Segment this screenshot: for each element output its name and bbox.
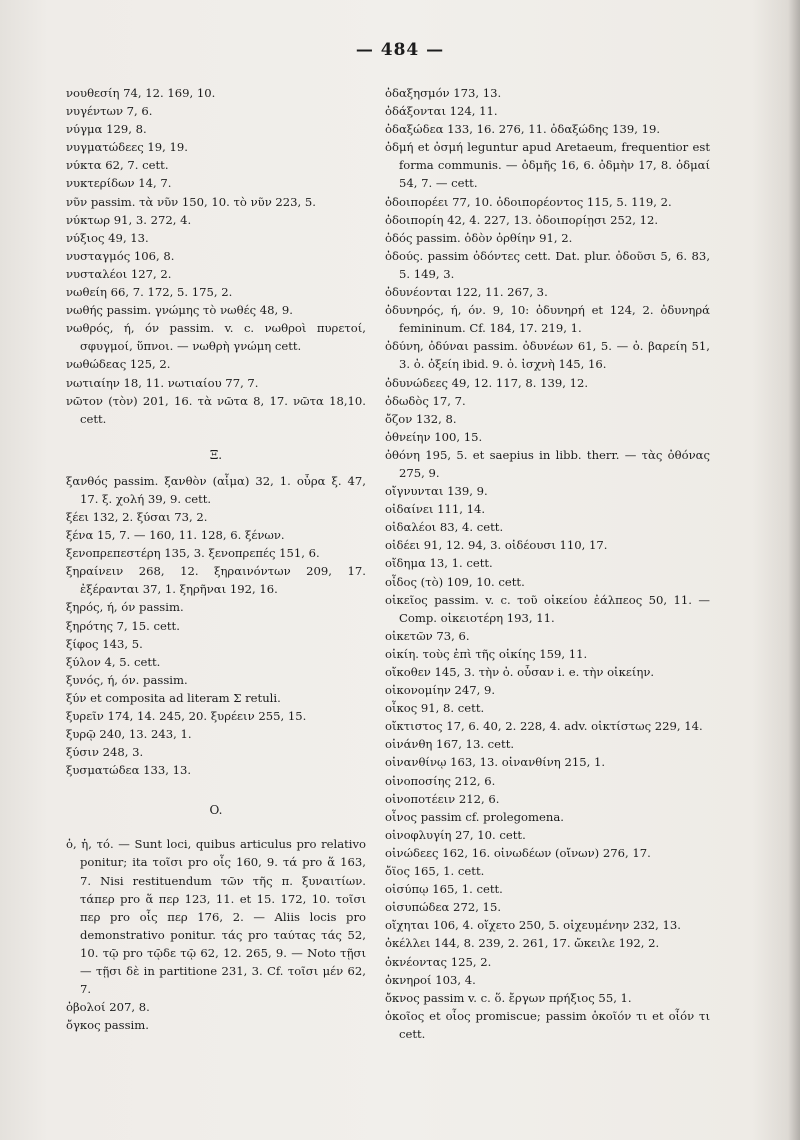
index-entry: νυσταλέοι 127, 2. [66,266,172,281]
index-entry: ξύλον 4, 5. cett. [66,654,161,669]
index-entry: ξύν et composita ad literam Σ retuli. [66,690,281,705]
index-entry: νωθείη 66, 7. 172, 5. 175, 2. [66,285,233,300]
index-entry: νωθής passim. γνώμης τὸ νωθές 48, 9. [66,303,293,318]
index-entry: ὀκέλλει 144, 8. 239, 2. 261, 17. ὤκειλε 192, 2. [385,936,660,951]
index-entry: νωθρός, ή, όν passim. v. c. νωθροὶ πυρετοί, σφυγμοί, ὕπνοι. — νωθρὴ γνώμη cett. [66,321,366,354]
index-entry: οἰσυπώδεα 272, 15. [385,900,501,915]
index-entry: οἴγνυνται 139, 9. [385,484,488,499]
index-entry: ξανθός passim. ξανθὸν (αἷμα) 32, 1. οὖρα ξ. 47, 17. ξ. χολή 39, 9. cett. [66,473,366,506]
index-entry: οἰνώδεες 162, 16. οἰνωδέων (οἴνων) 276, 17. [385,845,651,860]
index-entry: ὀδαξώδεα 133, 16. 276, 11. ὀδαξώδης 139, 19. [385,122,661,137]
index-entry: οἶκος 91, 8. cett. [385,701,485,716]
index-entry: οἶνος passim cf. prolegomena. [385,809,564,824]
index-entry: ξυρῷ 240, 13. 243, 1. [66,727,192,742]
index-entry: ὀδάξονται 124, 11. [385,104,498,119]
index-entry: ὁδός passim. ὁδὸν ὀρθίην 91, 2. [385,230,573,245]
left-column [66,84,366,1034]
index-entry: οἰνοποσίης 212, 6. [385,773,496,788]
index-entry: νωθώδεας 125, 2. [66,357,171,372]
index-entry: οἰδέει 91, 12. 94, 3. οἰδέουσι 110, 17. [385,538,608,553]
index-entry: ὁκοῖος et οἷος promiscue; passim ὁκοῖόν τι et οἷόν τι cett. [385,1008,710,1041]
index-entry: νύκτωρ 91, 3. 272, 4. [66,212,192,227]
index-entry: ξίφος 143, 5. [66,636,143,651]
index-entry: ὀδούς. passim ὀδόντες cett. Dat. plur. ὀδοῦσι 5, 6. 83, 5. 149, 3. [385,248,710,281]
index-entry: οἰκεῖος passim. v. c. τοῦ οἰκείου ἐάλπεος 50, 11. — Comp. οἰκειοτέρη 193, 11. [385,592,710,625]
index-entry: ὀδωδὸς 17, 7. [385,393,466,408]
index-entry: ὀδαξησμόν 173, 13. [385,86,502,100]
index-entry: νῶτον (τὸν) 201, 16. τὰ νῶτα 8, 17. νῶτα 18,10. cett. [66,393,366,426]
index-entry: ξυρεῖν 174, 14. 245, 20. ξυρέειν 255, 15. [66,709,307,723]
index-entry: νυκτερίδων 14, 7. [66,176,172,191]
index-entries-xi [66,472,366,780]
index-entry: ὁ, ἡ, τό. — Sunt loci, quibus articulus pro relativo ponitur; ita τοῖσι pro οἷς 160, 9. τά pro ἅ 163, 7. Nisi restituendum τῶν τῆς π. ξυναιτίων. τάπερ pro ἅ περ 123, 11. et 15. 172, 10. τοῖσι περ pro οἷς περ 176, 2. — Aliis locis pro demonstrativo ponitur. τάς pro ταύτας τάς 52, 10. τῷ pro τῷδε τῷ 62, 12. 265, 9. — Noto τῇσι — τῇσι δὲ in partitione 231, 3. Cf. τοῖσι μέν 62, 7. [66,837,366,997]
index-entry: ὀκνηροί 103, 4. [385,972,476,987]
index-entry: οἰσύπῳ 165, 1. cett. [385,882,503,897]
index-entry: ὀβολοί 207, 8. [66,1000,150,1015]
index-entry: ξενοπρεπεστέρη 135, 3. ξενοπρεπές 151, 6. [66,546,320,561]
index-entries-omicron-cont [385,84,710,1043]
index-entry: ὀδμή et ὀσμή leguntur apud Aretaeum, frequentior est forma communis. — ὀδμῆς 16, 6. ὀδμὴν 17, 8. ὀδμαί 54, 7. — cett. [385,140,710,191]
index-entry: οἴδημα 13, 1. cett. [385,556,493,571]
index-entry: ξυνός, ή, όν. passim. [66,672,188,687]
index-entry: οἰκίη. τοὺς ἐπὶ τῆς οἰκίης 159, 11. [385,646,588,661]
index-entry: οἰδαλέοι 83, 4. cett. [385,520,504,535]
index-entry: νυγματώδεες 19, 19. [66,140,188,155]
page-edge-shadow [788,0,800,1140]
index-entry: νυσταγμός 106, 8. [66,248,175,263]
index-entry: ὄκνος passim v. c. ὅ. ἔργων πρήξιος 55, 1. [385,990,632,1005]
index-entry: ξηραίνειν 268, 12. ξηραινόντων 209, 17. ἐξέρανται 37, 1. ξηρῆναι 192, 16. [66,564,366,597]
index-entry: ὄγκος passim. [66,1018,149,1033]
index-entry: νύξιος 49, 13. [66,230,149,245]
index-entry: ὀδοιπορίη 42, 4. 227, 13. ὀδοιπορίῃσι 252, 12. [385,212,659,227]
index-entry: οἴχηται 106, 4. οἴχετο 250, 5. οἰχευμένην 232, 13. [385,918,681,933]
index-entry: ὀθόνη 195, 5. et saepius in libb. therr. — τὰς ὀθόνας 275, 9. [385,447,710,480]
index-entry: οἴκοθεν 145, 3. τὴν ὀ. οὖσαν i. e. τὴν οἰκείην. [385,665,655,679]
index-entry: οἶδος (τὸ) 109, 10. cett. [385,574,525,589]
index-entry: ὀκνέοντας 125, 2. [385,954,492,969]
index-entry: ξέει 132, 2. ξύσαι 73, 2. [66,509,208,524]
index-entry: ὀθνείην 100, 15. [385,429,483,444]
index-entry: οἰκετῶν 73, 6. [385,628,470,643]
index-entry: οἰνανθίνῳ 163, 13. οἰνανθίνη 215, 1. [385,755,606,770]
section-heading-xi: Ξ. [209,447,223,462]
index-entry: ξηρός, ή, όν passim. [66,600,184,615]
index-entries-nu [66,84,366,428]
index-entry: ξύσιν 248, 3. [66,745,144,760]
index-entry: ὀδύνη, ὀδύναι passim. ὀδυνέων 61, 5. — ὀ. βαρείη 51, 3. ὀ. ὀξείη ibid. 9. ὀ. ἰσχνὴ 145, 16. [385,339,710,372]
index-entries-omicron [66,835,366,1034]
index-entry: οἰνάνθη 167, 13. cett. [385,737,515,752]
index-entry: νῦν passim. τὰ νῦν 150, 10. τὸ νῦν 223, 5. [66,194,316,209]
page-number: — 484 — [355,40,445,60]
index-entry: ὀδυνέονται 122, 11. 267, 3. [385,285,548,300]
section-heading-omicron: O. [209,803,223,818]
index-entry: ὀδυνηρός, ή, όν. 9, 10: ὀδυνηρή et 124, 2. ὀδυνηρά femininum. Cf. 184, 17. 219, 1. [385,303,710,336]
index-entry: οἰδαίνει 111, 14. [385,502,486,517]
index-entry: οἰνοποτέειν 212, 6. [385,791,500,806]
index-entry: νύκτα 62, 7. cett. [66,158,169,173]
index-entry: ὀδοιπορέει 77, 10. ὀδοιπορέοντος 115, 5. 119, 2. [385,194,672,209]
index-entry: νύγμα 129, 8. [66,122,147,137]
index-entry: νωτιαίην 18, 11. νωτιαίου 77, 7. [66,375,259,390]
index-entry: οἴκτιστος 17, 6. 40, 2. 228, 4. adv. οἰκτίστως 229, 14. [385,719,703,734]
index-entry: ξυσματώδεα 133, 13. [66,763,192,778]
index-entry: ξένα 15, 7. — 160, 11. 128, 6. ξένων. [66,528,285,543]
index-entry: νυγέντων 7, 6. [66,104,153,119]
index-entry: ξηρότης 7, 15. cett. [66,618,180,633]
right-column [385,84,710,1043]
index-entry: ὀδυνώδεες 49, 12. 117, 8. 139, 12. [385,375,589,390]
index-entry: ὄϊος 165, 1. cett. [385,864,485,879]
index-entry: νουθεσίη 74, 12. 169, 10. [66,86,216,100]
index-entry: ὄζον 132, 8. [385,411,457,426]
index-entry: οἰνοφλυγίη 27, 10. cett. [385,827,526,842]
index-entry: οἰκονομίην 247, 9. [385,683,496,698]
